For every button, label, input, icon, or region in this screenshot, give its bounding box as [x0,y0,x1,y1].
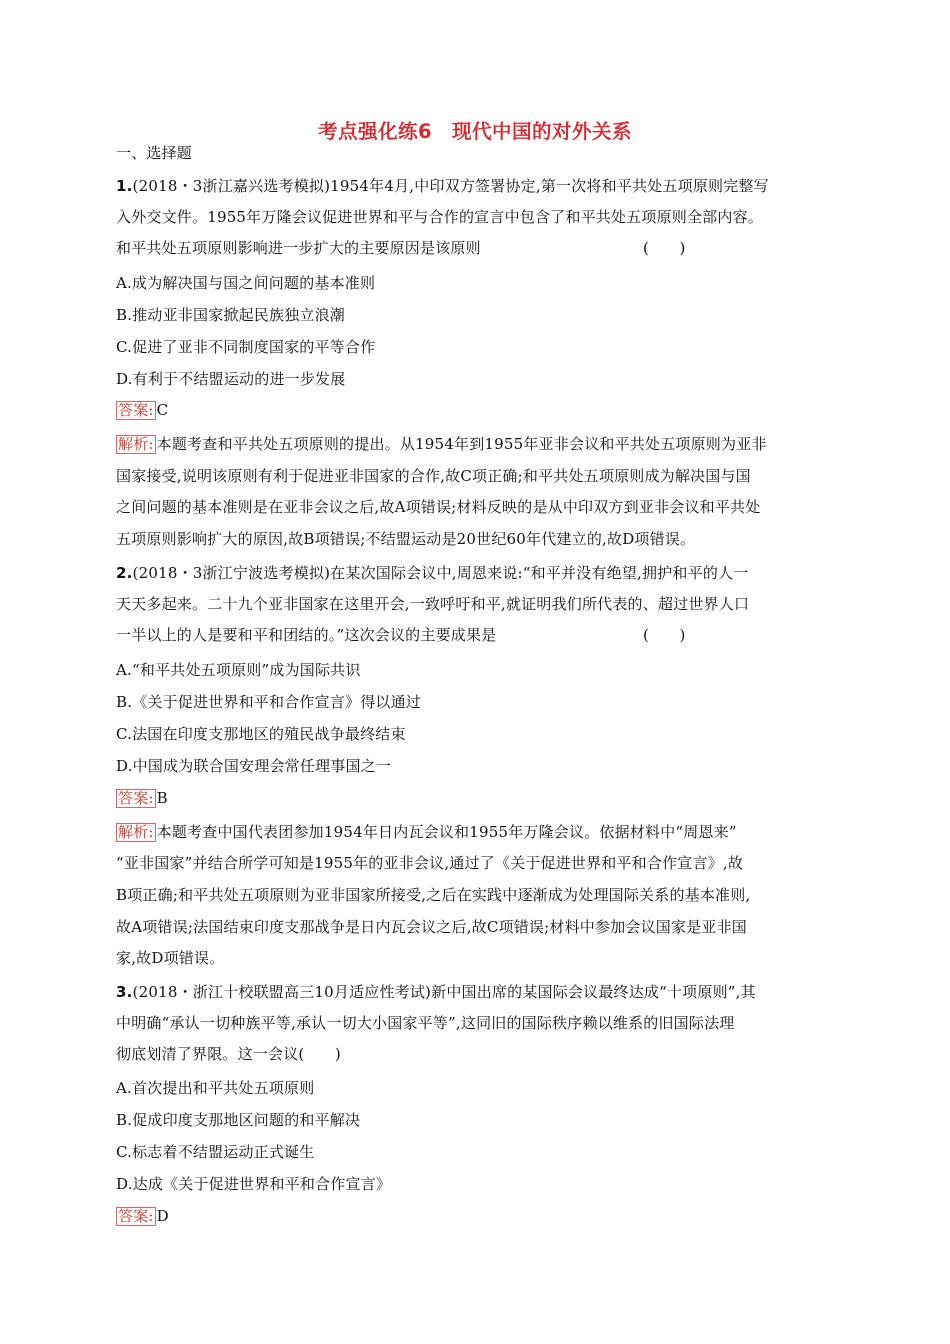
answer-line [116,400,168,420]
option-d: D.达成《关于促进世界和平和合作宣言》 [116,1175,392,1193]
question-1-line-3 [116,238,686,258]
section-heading: 一、选择题 [116,144,193,162]
answer-value: D [156,1207,169,1225]
question-2-line-2: 天天多起来。二十九个亚非国家在这里开会,一致呼吁和平,就证明我们所代表的、超过世界人口 [116,595,750,613]
question-2-line-3 [116,625,686,645]
option-c: C.法国在印度支那地区的殖民战争最终结束 [116,725,406,743]
analysis-line-1 [116,822,737,842]
analysis-text: 本题考查中国代表团参加1954年日内瓦会议和1955年万隆会议。依据材料中“周恩来” [156,823,737,841]
question-3-line-1 [116,982,756,1002]
option-b: B.推动亚非国家掀起民族独立浪潮 [116,306,345,324]
question-text: (2018・3浙江宁波选考模拟)在某次国际会议中,周恩来说:“和平并没有绝望,拥护和平的人一 [132,564,749,582]
answer-value: B [156,789,168,807]
analysis-line-3: 之间问题的基本准则是在亚非会议之后,故A项错误;材料反映的是从中印双方到亚非会议和平共处 [116,498,761,516]
page-title: 考点强化练6 现代中国的对外关系 [317,120,633,143]
question-2-line-1 [116,563,748,583]
option-a: A.首次提出和平共处五项原则 [116,1079,315,1097]
question-text: (2018・3浙江嘉兴选考模拟)1954年4月,中印双方签署协定,第一次将和平共处五项原则完整写 [132,177,769,195]
option-a: A.“和平共处五项原则”成为国际共识 [116,661,361,679]
answer-blank: ( ) [643,239,686,257]
answer-value: C [156,401,169,419]
analysis-line-1 [116,434,767,454]
question-text: 一半以上的人是要和平和团结的。”这次会议的主要成果是 [116,626,497,644]
question-text: (2018・浙江十校联盟高三10月适应性考试)新中国出席的某国际会议最终达成“十项原则”,其 [132,983,756,1001]
answer-line [116,788,168,808]
analysis-line-2: “亚非国家”并结合所学可知是1955年的亚非会议,通过了《关于促进世界和平和合作宣言》,故 [116,854,744,872]
option-b: B.促成印度支那地区问题的和平解决 [116,1111,361,1129]
analysis-line-4: 五项原则影响扩大的原因,故B项错误;不结盟运动是20世纪60年代建立的,故D项错误。 [116,530,696,548]
option-d: D.中国成为联合国安理会常任理事国之一 [116,757,392,775]
option-c: C.促进了亚非不同制度国家的平等合作 [116,338,376,356]
answer-tag: 答案: [118,789,154,807]
answer-blank: ( ) [643,626,686,644]
answer-line [116,1206,169,1226]
option-a: A.成为解决国与国之间问题的基本准则 [116,274,376,292]
answer-tag: 答案: [118,1207,154,1225]
analysis-line-5: 家,故D项错误。 [116,949,225,967]
question-3-line-2: 中明确“承认一切种族平等,承认一切大小国家平等”,这同旧的国际秩序赖以维系的旧国际法理 [116,1014,735,1032]
analysis-tag: 解析: [118,823,154,841]
question-text: 和平共处五项原则影响进一步扩大的主要原因是该原则 [116,239,481,257]
question-number: 3. [116,983,133,1001]
analysis-line-2: 国家接受,说明该原则有利于促进亚非国家的合作,故C项正确;和平共处五项原则成为解决国与国 [116,467,751,485]
analysis-line-3: B项正确;和平共处五项原则为亚非国家所接受,之后在实践中逐渐成为处理国际关系的基本准则, [116,886,751,904]
analysis-tag: 解析: [118,435,154,453]
answer-tag: 答案: [118,401,154,419]
question-number: 1. [116,177,133,195]
question-3-line-3: 彻底划清了界限。这一会议( ) [116,1045,341,1063]
question-1-line-2: 入外交文件。1955年万隆会议促进世界和平与合作的宣言中包含了和平共处五项原则全部内容。 [116,208,763,226]
analysis-text: 本题考查和平共处五项原则的提出。从1954年到1955年亚非会议和平共处五项原则为亚非 [156,435,767,453]
question-number: 2. [116,564,133,582]
analysis-line-4: 故A项错误;法国结束印度支那战争是日内瓦会议之后,故C项错误;材料中参加会议国家是亚非国 [116,918,747,936]
option-b: B.《关于促进世界和平和合作宣言》得以通过 [116,693,421,711]
question-1-line-1 [116,176,769,196]
option-c: C.标志着不结盟运动正式诞生 [116,1143,315,1161]
option-d: D.有利于不结盟运动的进一步发展 [116,370,346,388]
